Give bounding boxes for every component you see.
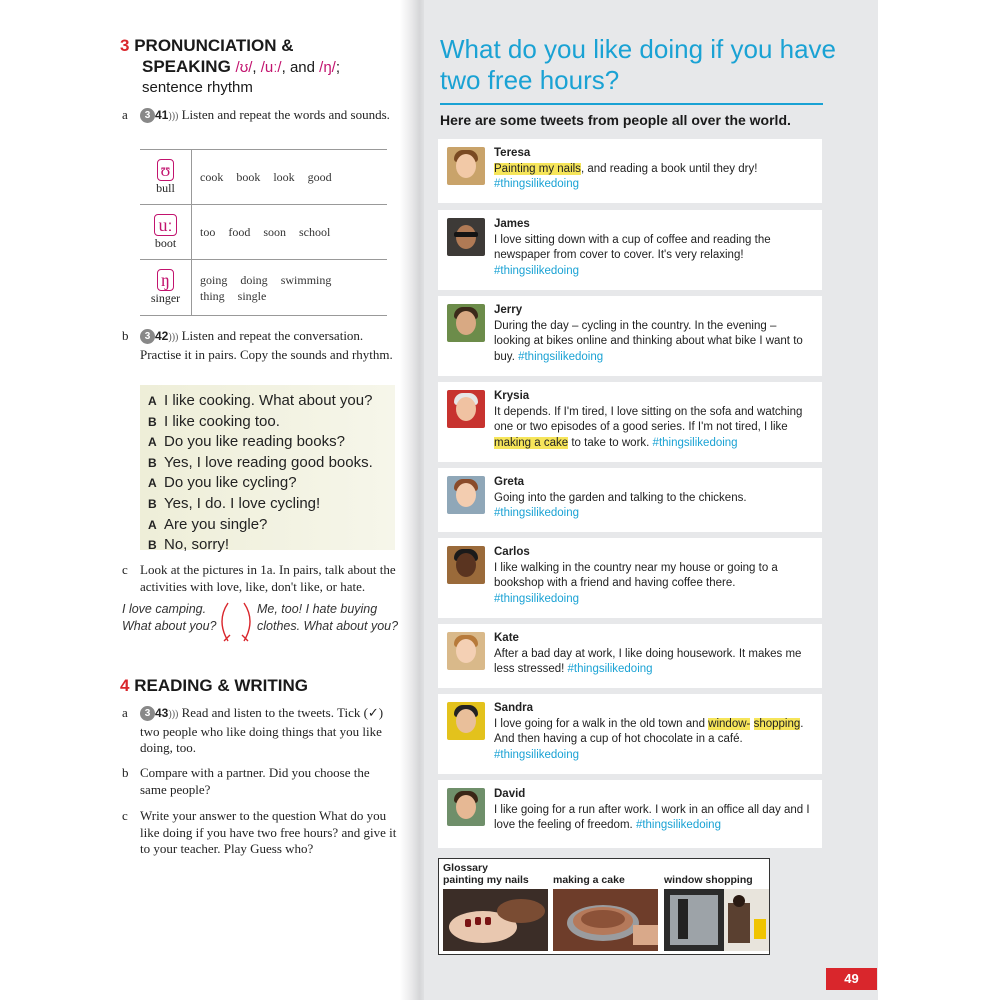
page-gutter xyxy=(400,0,426,1000)
avatar xyxy=(447,788,485,826)
hashtag-link[interactable]: #thingsilikedoing xyxy=(567,663,653,676)
ipa-u-short: /ʊ/ xyxy=(235,59,253,76)
exercise-3c xyxy=(122,562,397,595)
section-3-title-line2-row: SPEAKING /ʊ/, /uː/, and /ŋ/; xyxy=(142,57,341,76)
line-text: No, sorry! xyxy=(164,536,230,554)
sound-words xyxy=(192,260,387,315)
page-number: 49 xyxy=(826,968,877,990)
tweet-card xyxy=(438,780,822,848)
line-text: I like cooking too. xyxy=(164,412,280,430)
tweet-card xyxy=(438,382,822,462)
speech-bubble-1 xyxy=(122,601,217,635)
line-text: Are you single? xyxy=(164,515,268,533)
avatar xyxy=(447,147,485,185)
bubble-line: clothes. What about you? xyxy=(257,619,399,633)
speaker-label: B xyxy=(148,538,157,553)
conversation-line xyxy=(148,473,395,494)
track-number: 42 xyxy=(155,329,169,343)
section-4-heading xyxy=(120,676,308,696)
sound-words xyxy=(192,150,387,204)
tweet-text: I like going for a run after work. I work in an office all day and I love the feeling of freedom. xyxy=(494,803,810,832)
sound-table xyxy=(140,149,387,316)
exercise-instruction: Listen and repeat the words and sounds. xyxy=(181,107,390,122)
glossary-term: window shopping xyxy=(664,874,753,886)
word-item: doing xyxy=(240,272,268,287)
speaker-label: A xyxy=(148,435,157,450)
bubble-line: I love camping. xyxy=(122,602,207,616)
exercise-instruction: Listen and repeat the conversation. Practise it in pairs. Copy the sounds and rhythm. xyxy=(140,328,393,362)
exercise-3a xyxy=(122,107,397,126)
avatar xyxy=(447,218,485,256)
exercise-4a xyxy=(122,705,397,757)
tweet-author: James xyxy=(494,218,530,230)
conversation-line xyxy=(148,453,395,474)
tweet-author: Teresa xyxy=(494,147,531,159)
speaker-label: A xyxy=(148,394,157,408)
tweet-author: Kate xyxy=(494,632,519,644)
avatar xyxy=(447,702,485,740)
speaker-label: A xyxy=(148,476,157,491)
word-item: too xyxy=(200,225,216,239)
bubble-line: What about you? xyxy=(122,619,217,633)
cd-icon[interactable]: 3 xyxy=(140,329,155,344)
bull-icon: ʊ xyxy=(157,159,175,181)
conversation-line xyxy=(148,494,395,515)
tweet-card xyxy=(438,538,822,618)
tweet-text: After a bad day at work, I like doing housework. It makes me less stressed! xyxy=(494,647,802,676)
and-word: and xyxy=(289,59,315,76)
exercise-4b xyxy=(122,765,397,798)
section-4-title: READING & WRITING xyxy=(134,676,308,695)
sound-picture-cell xyxy=(140,260,192,315)
conversation-line xyxy=(148,535,395,556)
speaker-label: B xyxy=(148,496,157,511)
track-number: 41 xyxy=(155,108,169,122)
speaker-label: B xyxy=(148,455,157,470)
speech-bubbles xyxy=(122,601,402,647)
tweet-text: It depends. If I'm tired, I love sitting on the sofa and watching one or two episodes of a good series. If I'm not tired, I like xyxy=(494,405,803,434)
avatar xyxy=(447,476,485,514)
word-item: book xyxy=(236,170,261,184)
speech-bubble-brackets-icon xyxy=(214,601,260,645)
ipa-u-long: /uː/ xyxy=(260,59,282,76)
tweet-author: David xyxy=(494,788,526,800)
highlighted-phrase: Painting my nails xyxy=(494,162,581,175)
page-title: What do you like doing if you have two free hours? xyxy=(440,34,837,95)
hashtag-link[interactable]: #thingsilikedoing xyxy=(494,265,580,278)
word-item: school xyxy=(299,225,331,239)
tweet-author: Greta xyxy=(494,476,525,488)
window-shopping-image xyxy=(664,889,769,951)
tweet-text: I love sitting down with a cup of coffee and reading the newspaper from cover to cover. It's very relaxing! xyxy=(494,233,771,262)
conversation-line xyxy=(148,412,395,433)
avatar xyxy=(447,546,485,584)
sound-keyword: singer xyxy=(150,291,181,305)
audio-waves-icon: ))) xyxy=(168,709,179,720)
speaker-label: B xyxy=(148,414,157,429)
track-number: 43 xyxy=(155,706,169,720)
conversation-line xyxy=(148,515,395,536)
exercise-letter: b xyxy=(122,765,129,780)
sound-keyword: boot xyxy=(154,235,177,250)
conversation-line xyxy=(148,432,395,453)
tweet-card xyxy=(438,468,822,532)
hashtag-link[interactable]: #thingsilikedoing xyxy=(652,437,738,450)
tweet-text: , and reading a book until they dry! xyxy=(580,162,758,175)
highlighted-phrase: shopping xyxy=(753,717,801,730)
exercise-letter: c xyxy=(122,808,128,823)
word-item: food xyxy=(228,225,251,239)
sound-row-boot xyxy=(140,205,387,260)
sound-picture-cell xyxy=(140,205,192,259)
avatar xyxy=(447,632,485,670)
section-3-heading xyxy=(120,36,294,56)
singer-icon: ŋ xyxy=(157,269,174,291)
line-text: Yes, I do. I love cycling! xyxy=(164,494,321,512)
sound-row-bull xyxy=(140,150,387,205)
tweet-text: I like walking in the country near my house or going to a bookshop with a friend and having coffee there. xyxy=(494,561,778,590)
exercise-letter: a xyxy=(122,107,128,122)
tweet-text: . And then having a cup of hot chocolate in a café. xyxy=(494,717,804,746)
word-item: good xyxy=(307,170,332,184)
hashtag-link[interactable]: #thingsilikedoing xyxy=(494,749,580,762)
glossary-term: painting my nails xyxy=(443,874,529,886)
cd-icon[interactable]: 3 xyxy=(140,108,155,123)
title-divider xyxy=(440,103,823,105)
hashtag-link[interactable]: #thingsilikedoing xyxy=(635,819,721,832)
tweet-text: I love going for a walk in the old town and xyxy=(494,717,705,730)
avatar xyxy=(447,304,485,342)
tweet-card xyxy=(438,139,822,203)
word-item: going xyxy=(200,272,228,287)
sound-words xyxy=(192,205,387,259)
hashtag-link[interactable]: #thingsilikedoing xyxy=(494,178,580,191)
tweet-author: Carlos xyxy=(494,546,530,558)
sound-picture-cell xyxy=(140,150,192,204)
tweet-card xyxy=(438,296,822,376)
conversation-line xyxy=(148,391,395,412)
highlighted-phrase: window- xyxy=(708,717,751,730)
painting-nails-image xyxy=(443,889,548,951)
tweet-text: Going into the garden and talking to the chickens. xyxy=(494,491,747,504)
exercise-3b xyxy=(122,328,397,363)
making-cake-image xyxy=(553,889,658,951)
glossary-box xyxy=(438,858,770,955)
section-3-title-line2: SPEAKING xyxy=(142,57,231,76)
word-item: swimming xyxy=(280,272,332,287)
line-text: Yes, I love reading good books. xyxy=(164,453,373,471)
word-item: thing xyxy=(200,288,225,303)
exercise-letter: b xyxy=(122,328,129,343)
word-item: look xyxy=(273,170,295,184)
hashtag-link[interactable]: #thingsilikedoing xyxy=(494,507,580,520)
section-3-title-line1: PRONUNCIATION & xyxy=(134,36,294,55)
tweet-author: Jerry xyxy=(494,304,523,316)
section-3-subtitle: sentence rhythm xyxy=(142,79,253,96)
sound-keyword: bull xyxy=(156,180,175,195)
speech-bubble-2 xyxy=(257,601,398,635)
section-4-number: 4 xyxy=(120,676,130,695)
exercise-instruction: Compare with a partner. Did you choose the same people? xyxy=(140,765,370,797)
line-text: I like cooking. What about you? xyxy=(164,392,373,409)
speaker-label: A xyxy=(148,517,157,532)
boot-icon: uː xyxy=(154,214,176,236)
section-3-number: 3 xyxy=(120,36,130,55)
word-item: single xyxy=(237,288,267,303)
hashtag-link[interactable]: #thingsilikedoing xyxy=(494,593,580,606)
intro-text: Here are some tweets from people all over the world. xyxy=(440,112,791,128)
glossary-title: Glossary xyxy=(443,862,488,874)
exercise-letter: a xyxy=(122,705,128,720)
conversation-box xyxy=(140,385,395,554)
exercise-instruction: Look at the pictures in 1a. In pairs, talk about the activities with love, like, don't like, or hate. xyxy=(140,562,396,594)
highlighted-phrase: making a cake xyxy=(494,437,569,450)
avatar xyxy=(447,390,485,428)
glossary-term: making a cake xyxy=(553,874,625,886)
tweet-card xyxy=(438,210,822,290)
exercise-letter: c xyxy=(122,562,128,577)
tweet-author: Krysia xyxy=(494,390,530,402)
tweet-text: During the day – cycling in the country. In the evening – looking at bikes online and thinking about what bike I want to buy. xyxy=(494,319,803,364)
ipa-ng: /ŋ/ xyxy=(319,59,336,76)
exercise-4c xyxy=(122,808,397,858)
word-item: cook xyxy=(200,170,224,184)
tweet-card xyxy=(438,624,822,688)
tweet-author: Sandra xyxy=(494,702,533,714)
cd-icon[interactable]: 3 xyxy=(140,706,155,721)
exercise-instruction: Read and listen to the tweets. Tick (✓) two people who like doing things that you like doing, too. xyxy=(140,705,384,755)
bubble-line: Me, too! I hate buying xyxy=(257,602,378,616)
audio-waves-icon: ))) xyxy=(168,332,179,343)
sound-row-singer xyxy=(140,260,387,316)
tweet-text: to take to work. xyxy=(571,437,650,450)
hashtag-link[interactable]: #thingsilikedoing xyxy=(518,351,604,364)
right-margin xyxy=(878,0,1000,1000)
exercise-instruction: Write your answer to the question What do you like doing if you have two free hours? and give it to your teacher. Play Guess who? xyxy=(140,808,397,856)
word-item: soon xyxy=(263,225,287,239)
audio-waves-icon: ))) xyxy=(168,111,179,122)
line-text: Do you like cycling? xyxy=(164,474,297,492)
line-text: Do you like reading books? xyxy=(164,433,345,451)
tweet-card xyxy=(438,694,822,774)
